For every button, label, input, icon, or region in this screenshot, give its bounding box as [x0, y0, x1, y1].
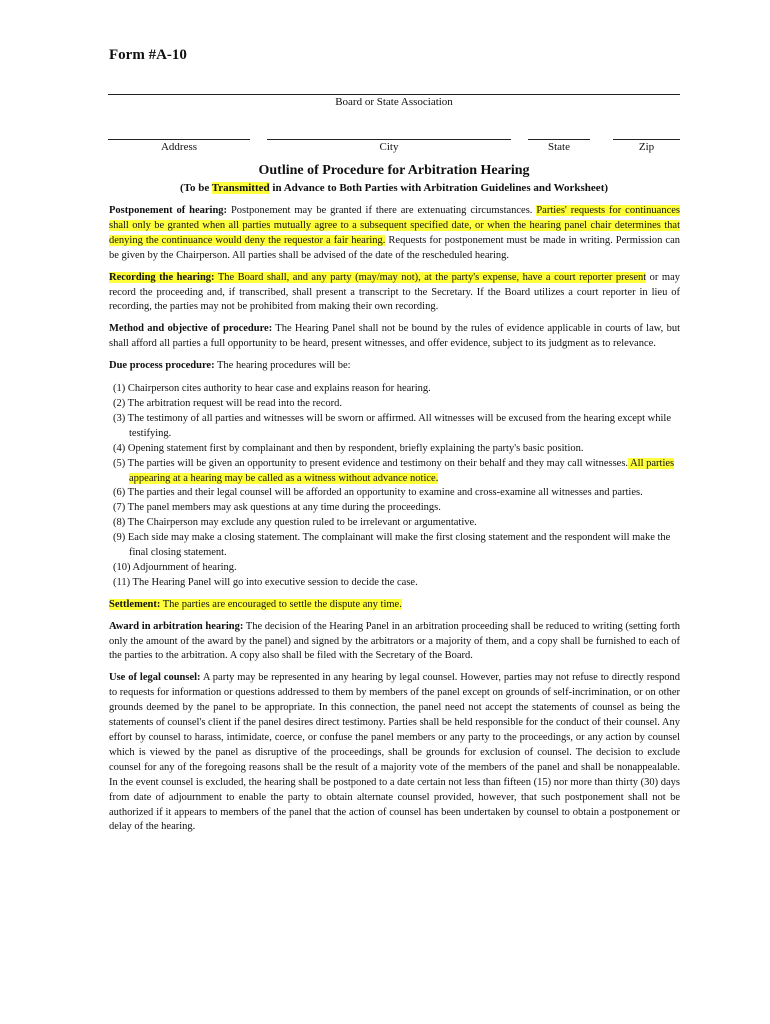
city-line	[267, 139, 511, 140]
method-section: Method and objective of procedure: The Hearing Panel shall not be bound by the rules of evidence applicable in courts of law, but shall afford all parties a full opportunity to be heard, present witnesses, and offer evidence, subject to its judgment as to relevance.	[109, 323, 680, 350]
zip-line	[613, 139, 680, 140]
document-body	[109, 204, 680, 842]
list-item: (8) The Chairperson may exclude any question ruled to be irrelevant or argumentative.	[113, 517, 477, 529]
association-label: Board or State Association	[335, 96, 453, 108]
form-number: Form #A-10	[109, 47, 187, 63]
list-item: (2) The arbitration request will be read into the record.	[113, 397, 342, 409]
document-title: Outline of Procedure for Arbitration Hearing	[258, 163, 530, 178]
settlement-heading: Settlement:	[109, 598, 161, 610]
city-label: City	[379, 141, 399, 153]
address-line	[108, 139, 250, 140]
list-item: (10) Adjournment of hearing.	[113, 561, 237, 573]
recording-highlight: The Board shall, and any party (may/may not), at the party's expense, have a court reporter present	[214, 271, 647, 283]
award-heading: Award in arbitration hearing:	[109, 620, 244, 632]
award-section: Award in arbitration hearing: The decision of the Hearing Panel in an arbitration proceeding shall be reduced to writing (setting forth only the amount of the award by the panel) and signed by the arbitrators or a majority of them, and a copy shall be furnished to each of the parties to the arbitration. A copy also shall be filed with the Secretary of the Board.	[109, 620, 680, 662]
state-line	[528, 139, 590, 140]
recording-heading: Recording the hearing:	[109, 271, 215, 283]
postponement-section: Postponement of hearing: Postponement may be granted if there are extenuating circumstances. Parties' requests for continuances shall only be granted when all parties mutually agree to a subsequent specified date, or when the hearing panel chair determines that denying the continuance would deny the requestor a fair hearing. Requests for postponement must be made in writing. Permission can be given by the Chairperson. All parties shall be advised of the date of the rescheduled hearing.	[109, 205, 681, 261]
due-process-heading: Due process procedure:	[109, 360, 215, 372]
procedure-steps	[109, 382, 680, 591]
list-item: (5) The parties will be given an opportunity to present evidence and testimony on their behalf and they may call witnesses. All parties appearing at a hearing may be called as a witness without advance notice.	[113, 457, 675, 484]
list-item: (3) The testimony of all parties and witnesses will be sworn or affirmed. All witnesses will be excused from the hearing except while testifying.	[113, 412, 672, 439]
address-label: Address	[160, 141, 198, 153]
list-item: (11) The Hearing Panel will go into executive session to decide the case.	[113, 576, 418, 588]
list-item: (9) Each side may make a closing statement. The complainant will make the first closing statement and the respondent will make the final closing statement.	[113, 532, 671, 559]
counsel-section: Use of legal counsel: A party may be represented in any hearing by legal counsel. However, parties may not refuse to directly respond to requests for information or questions addressed to them by members of the panel except on grounds of self-incrimination, or on other grounds deemed by the panel to be appropriate. In this connection, the panel need not accept the statements of counsel as being the statements of counsel's client if the panel desires direct testimony. Parties shall be held responsible for the conduct of their counsel. Any effort by counsel to harass, intimidate, coerce, or confuse the panel members or any party to the proceedings, or any action by counsel which is viewed by the panel as disruptive of the proceedings, shall be grounds for exclusion of counsel. The decision to exclude counsel for any of the foregoing reasons shall be the result of a majority vote of the members of the panel and shall be nonappealable. In the event counsel is excluded, the hearing shall be postponed to a date certain not less than fifteen (15) nor more than thirty (30) days from date of adjournment to enable the party to obtain alternate counsel provided, however, that such postponement shall not be authorized if it appears to members of the panel that the action of counsel has been undertaken by counsel to obtain a postponement or delay of the hearing.	[109, 672, 680, 833]
highlight-transmitted: Transmitted	[211, 182, 270, 194]
state-label: State	[548, 141, 570, 153]
zip-label: Zip	[638, 141, 655, 153]
association-line	[108, 94, 680, 95]
recording-section: Recording the hearing: The Board shall, and any party (may/may not), at the party's expense, have a court reporter present or may record the proceeding and, if transcribed, shall present a transcript to the Secretary. If the Board utilizes a court reporter in lieu of recording, the parties may not be prohibited from making their own recording.	[109, 271, 680, 313]
counsel-heading: Use of legal counsel:	[109, 672, 201, 684]
list-item: (4) Opening statement first by complainant and then by respondent, briefly explaining the party's basic position.	[113, 442, 584, 454]
postponement-highlight: Parties' requests for continuances shall only be granted when all parties mutually agree to a subsequent specified date, or when the hearing panel chair determines that denying the continuance would deny the requestor a fair hearing.	[109, 205, 680, 246]
method-heading: Method and objective of procedure:	[109, 323, 273, 335]
list-item: (6) The parties and their legal counsel will be afforded an opportunity to examine and cross-examine all witnesses and parties.	[113, 487, 643, 499]
settlement-text: The parties are encouraged to settle the dispute any time.	[160, 598, 402, 610]
postponement-heading: Postponement of hearing:	[109, 205, 228, 216]
witness-highlight: All parties appearing at a hearing may be called as a witness without advance notice.	[129, 457, 675, 484]
due-process-section: Due process procedure: The hearing procedures will be:	[109, 360, 351, 372]
settlement-section	[109, 598, 680, 613]
list-item: (7) The panel members may ask questions at any time during the proceedings.	[113, 502, 441, 514]
document-subtitle: (To be Transmitted in Advance to Both Parties with Arbitration Guidelines and Worksheet)	[179, 182, 609, 194]
list-item: (1) Chairperson cites authority to hear case and explains reason for hearing.	[113, 383, 431, 395]
